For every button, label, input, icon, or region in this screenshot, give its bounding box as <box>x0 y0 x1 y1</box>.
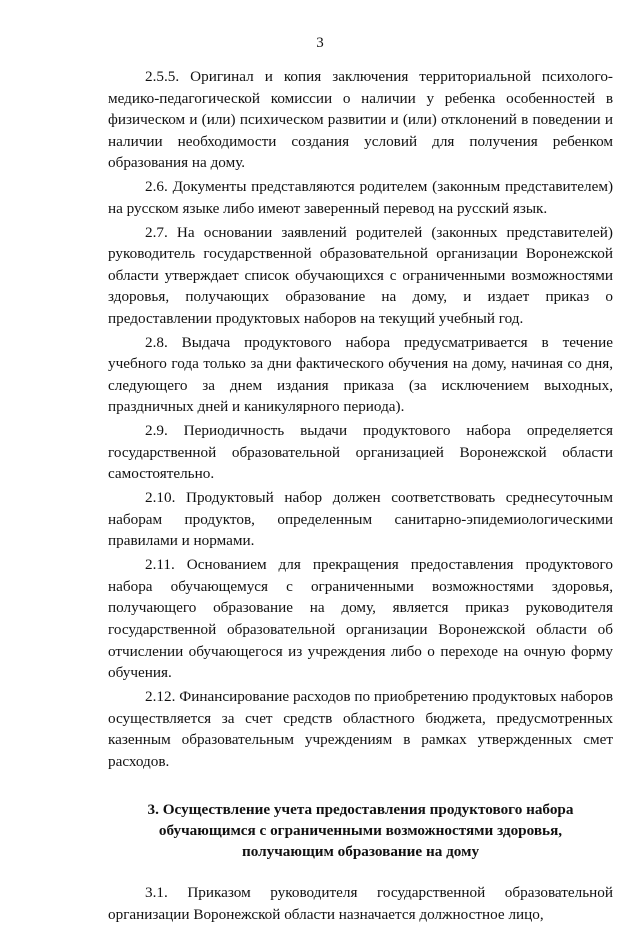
paragraph-2-7: 2.7. На основании заявлений родителей (законных представителей) руководитель государственной образовательной организации Воронежской области утверждает список обучающихся с ограниченными возможностями здоровья, получающих образование на дому, и издает приказ о предоставлении продуктовых наборов на текущий учебный год. <box>108 223 613 327</box>
section-heading <box>108 799 613 862</box>
paragraph-2-6: 2.6. Документы представляются родителем (законным представителем) на русском языке либо имеют заверенный перевод на русский язык. <box>108 178 613 217</box>
paragraph-2-12: 2.12. Финансирование расходов по приобретению продуктовых наборов осуществляется за счет средств областного бюджета, предусмотренных казенным образовательным учреждениям в рамках утвержденных смет расходов. <box>108 687 613 770</box>
section-heading-line-1: 3. Осуществление учета предоставления продуктового набора <box>147 801 574 819</box>
paragraph-3-1: 3.1. Приказом руководителя государственной образовательной организации Воронежской области назначается должностное лицо, <box>108 884 613 923</box>
paragraph-2-11: 2.11. Основанием для прекращения предоставления продуктового набора обучающемуся с ограниченными возможностями здоровья, получающего образование на дому, является приказ руководителя государственной образовательной организации Воронежской области об отчислении обучающегося из учреждения либо о переходе на очную форму обучения. <box>108 556 613 682</box>
paragraph-2-5-5: 2.5.5. Оригинал и копия заключения территориальной психолого-медико-педагогической комиссии о наличии у ребенка особенностей в физическом и (или) психическом развитии и (или) отклонений в поведении и наличии необходимости создания условий для получения ребенком образования на дому. <box>108 68 613 172</box>
section-heading-line-2: обучающимся с ограниченными возможностями здоровья, <box>158 822 563 840</box>
page-number: 3 <box>316 35 324 51</box>
paragraph-2-10: 2.10. Продуктовый набор должен соответствовать среднесуточным наборам продуктов, определенным санитарно-эпидемиологическими правилами и нормами. <box>108 489 613 550</box>
document-body <box>108 66 613 928</box>
paragraph-2-9: 2.9. Периодичность выдачи продуктового набора определяется государственной образовательной организацией Воронежской области самостоятельно. <box>108 422 613 483</box>
paragraph-2-8: 2.8. Выдача продуктового набора предусматривается в течение учебного года только за дни фактического обучения на дому, начиная со дня, следующего за днем издания приказа (за исключением выходных, праздничных дней и каникулярного периода). <box>108 333 613 416</box>
section-heading-line-3: получающим образование на дому <box>241 843 480 861</box>
